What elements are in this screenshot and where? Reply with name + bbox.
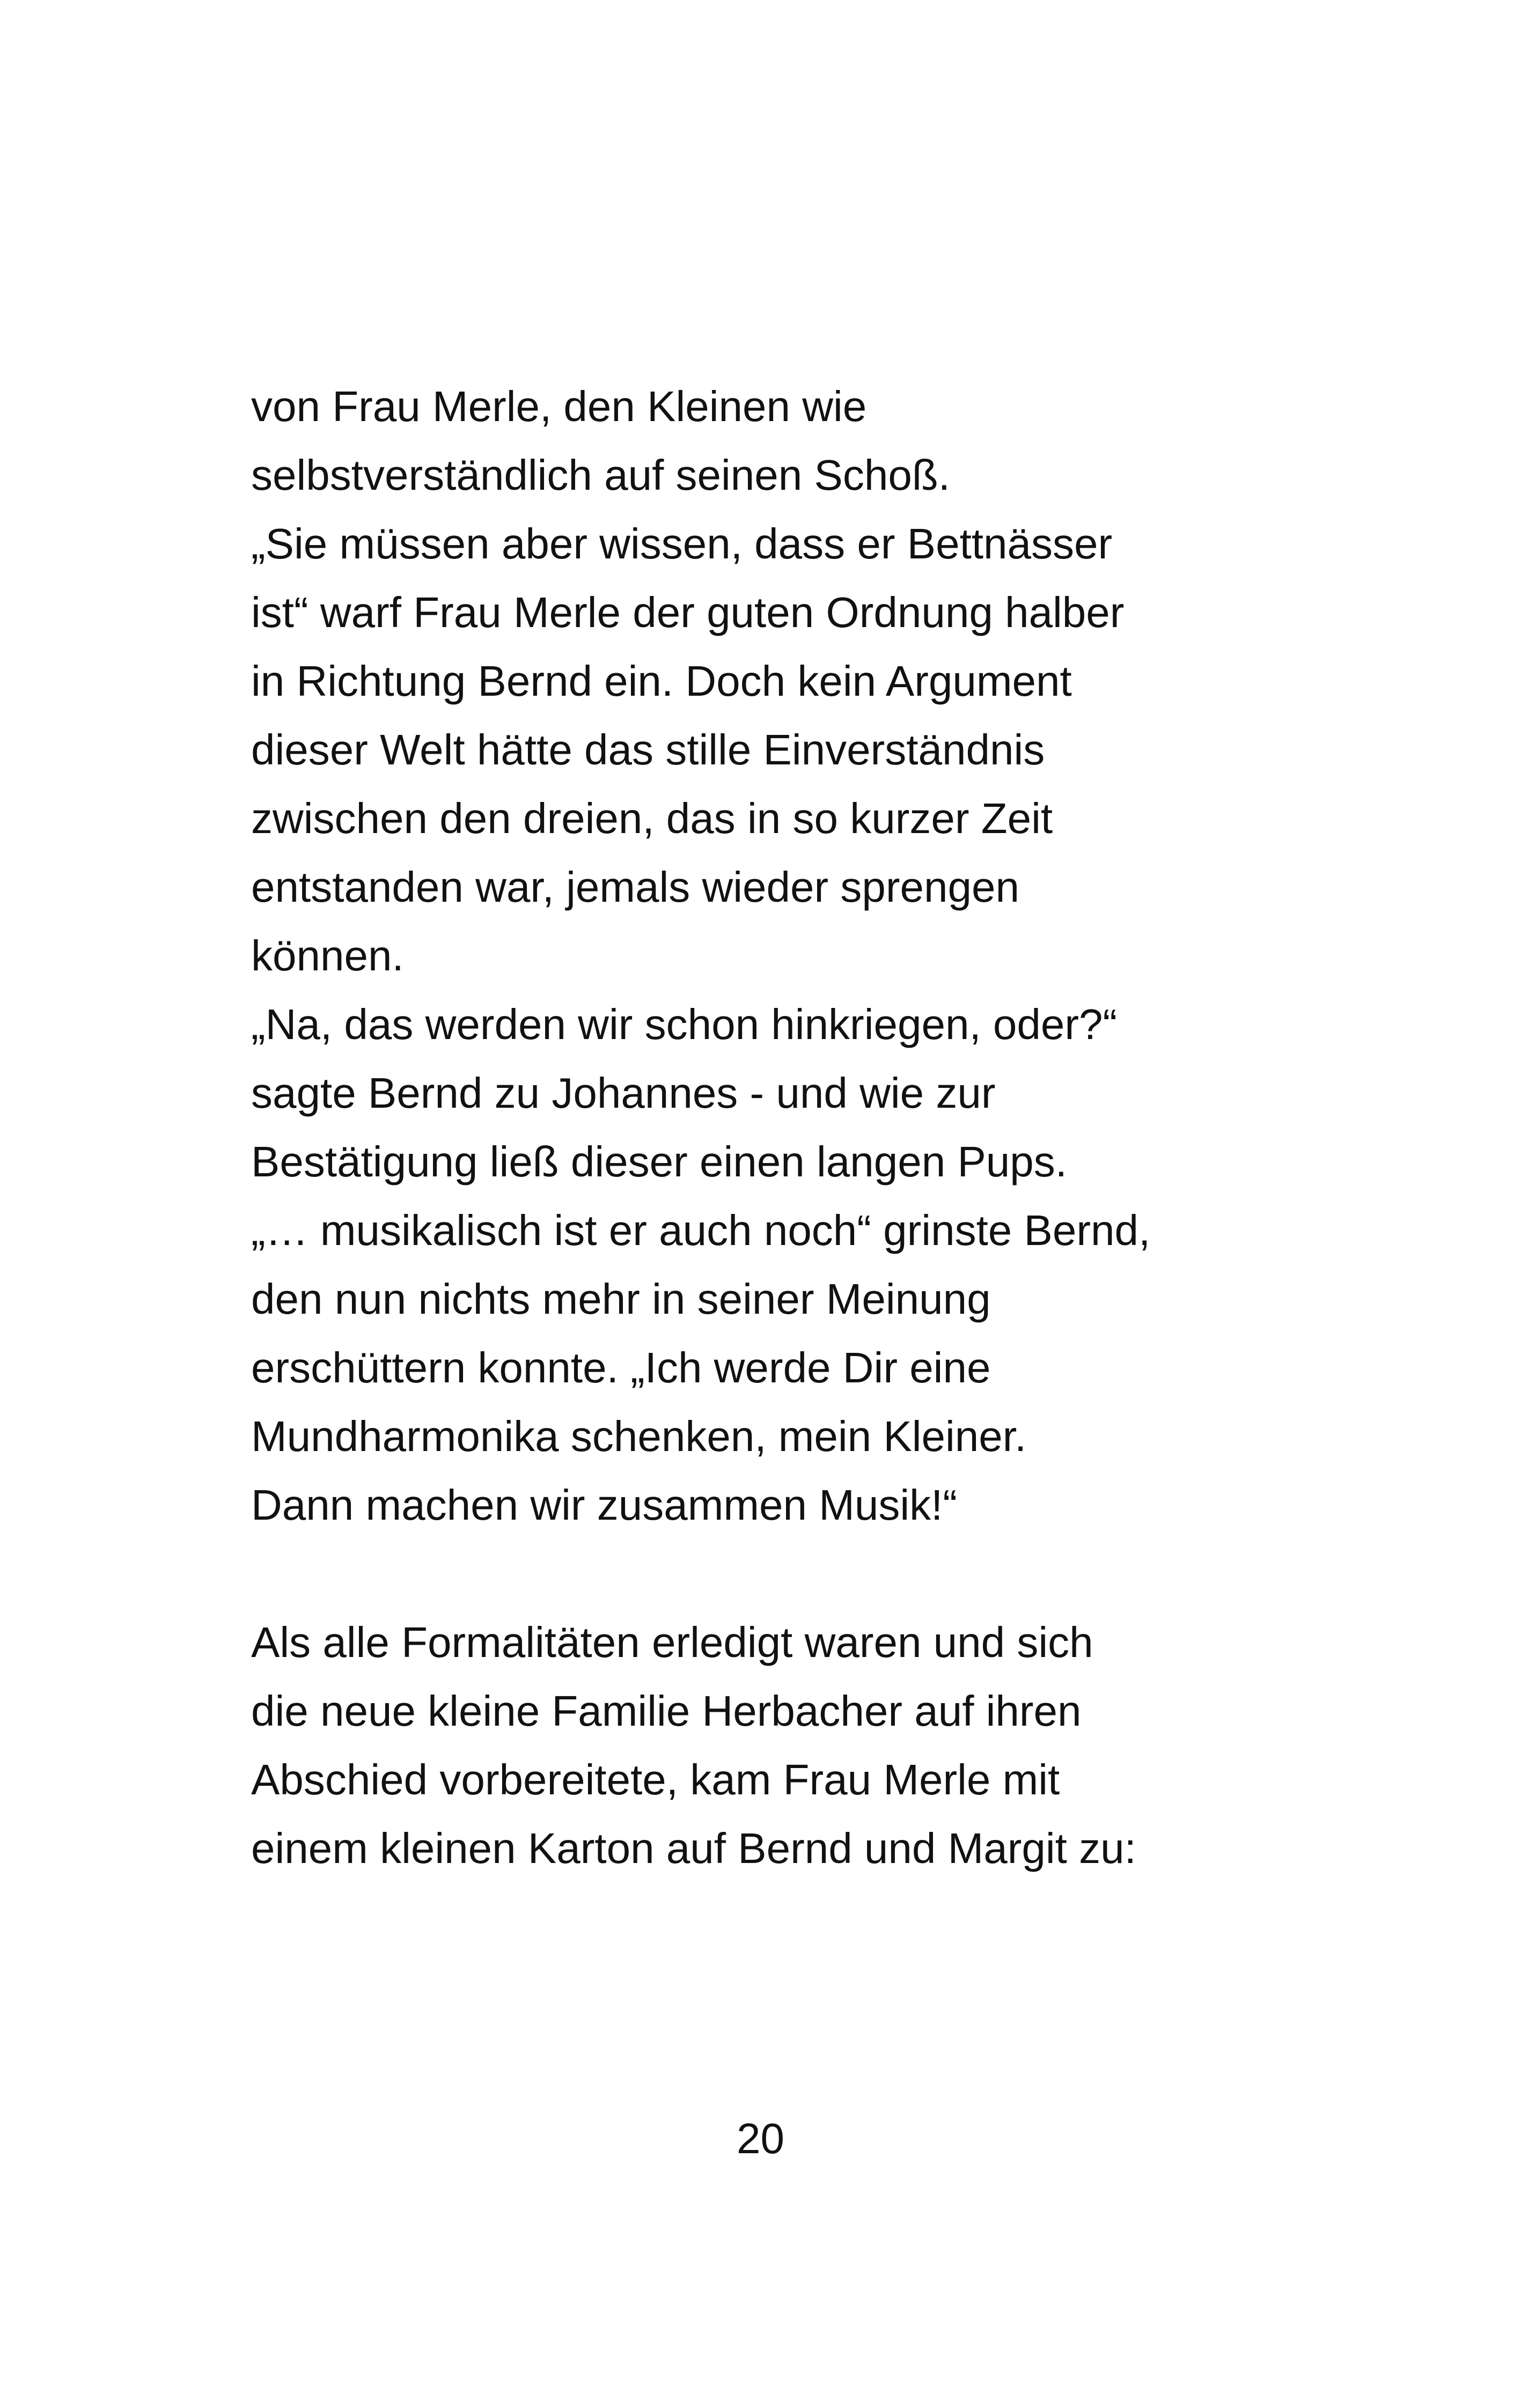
text-line: zwischen den dreien, das in so kurzer Zeit [251, 794, 1053, 842]
text-line: einem kleinen Karton auf Bernd und Margit zu: [251, 1824, 1136, 1872]
text-line: Bestätigung ließ dieser einen langen Pups. [251, 1138, 1068, 1185]
text-line: Als alle Formalitäten erledigt waren und sich [251, 1618, 1093, 1666]
text-line: in Richtung Bernd ein. Doch kein Argument [251, 657, 1072, 705]
text-line: Mundharmonika schenken, mein Kleiner. [251, 1412, 1027, 1460]
text-line: von Frau Merle, den Kleinen wie [251, 382, 867, 430]
text-line: „… musikalisch ist er auch noch“ grinste Bernd, [251, 1206, 1151, 1254]
text-line: die neue kleine Familie Herbacher auf ihren [251, 1687, 1082, 1735]
text-line: sagte Bernd zu Johannes - und wie zur [251, 1069, 996, 1117]
text-line: entstanden war, jemals wieder sprengen [251, 863, 1019, 911]
text-line: Abschied vorbereitete, kam Frau Merle mit [251, 1756, 1060, 1803]
page-number: 20 [737, 2115, 784, 2162]
text-line: den nun nichts mehr in seiner Meinung [251, 1275, 991, 1323]
text-line: dieser Welt hätte das stille Einverständnis [251, 726, 1045, 774]
text-line: „Sie müssen aber wissen, dass er Bettnässer [251, 520, 1113, 568]
paragraph-2 [251, 1608, 1270, 1883]
text-line: „Na, das werden wir schon hinkriegen, oder?“ [251, 1000, 1118, 1048]
text-line: ist“ warf Frau Merle der guten Ordnung halber [251, 588, 1125, 636]
text-line: selbstverständlich auf seinen Schoß. [251, 451, 950, 499]
text-line: erschüttern konnte. „Ich werde Dir eine [251, 1344, 991, 1391]
paragraph-1 [251, 372, 1270, 1540]
text-line: Dann machen wir zusammen Musik!“ [251, 1481, 957, 1529]
text-line: können. [251, 932, 404, 980]
